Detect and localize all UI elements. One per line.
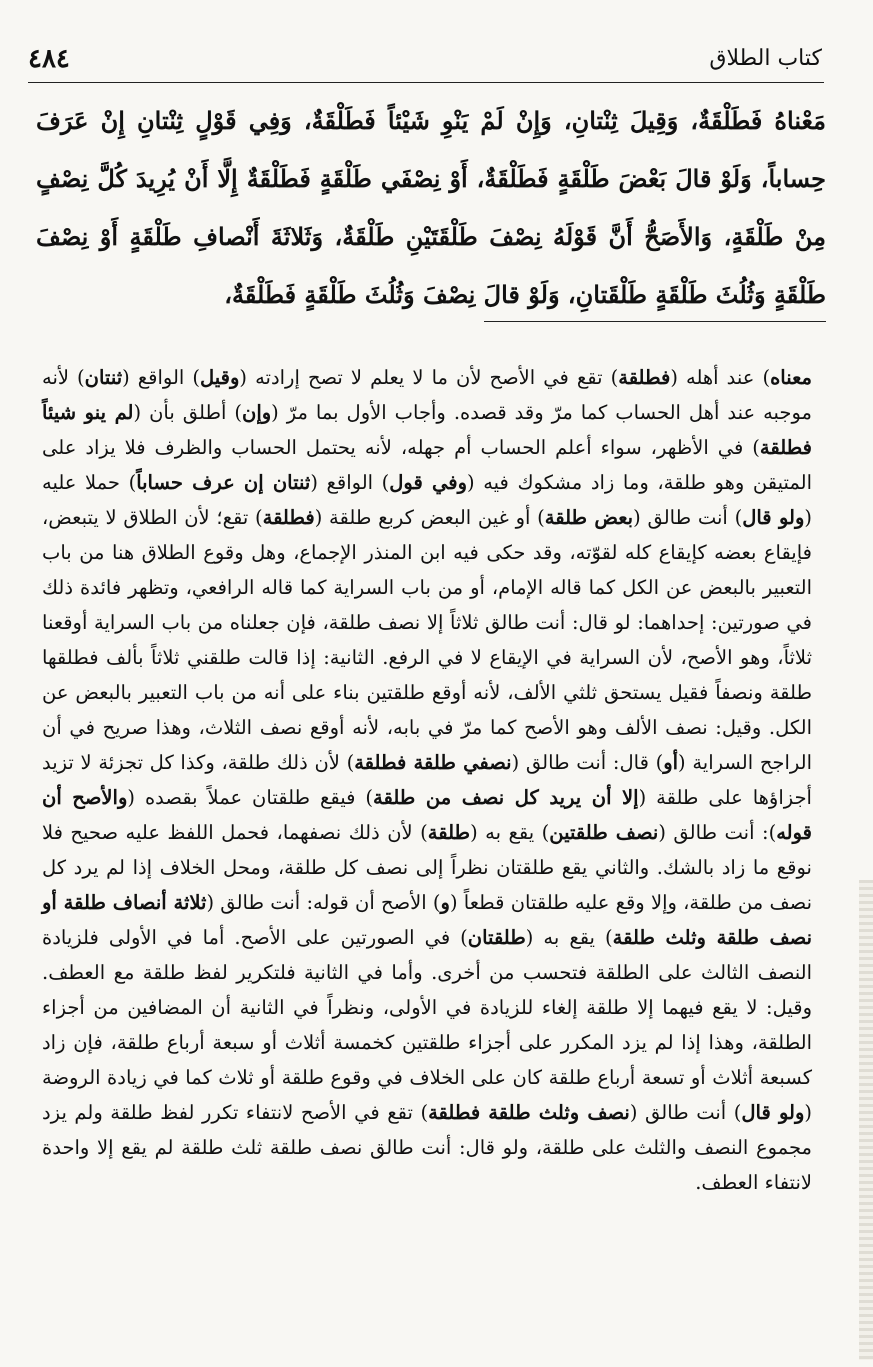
quoted-matn: بعض طلقة bbox=[544, 506, 634, 529]
quoted-matn: معناه bbox=[770, 366, 812, 389]
page-edge-decoration bbox=[859, 880, 873, 1360]
commentary-text: ) الأصح أن قوله: أنت طالق ( bbox=[206, 891, 441, 914]
quoted-matn: والأصح أن قوله bbox=[42, 786, 812, 844]
quoted-matn: طلقتان bbox=[467, 926, 526, 949]
quoted-matn: و bbox=[440, 891, 450, 914]
commentary-text: ) في الأظهر، سواء أعلم الحساب أم جهله، لأنه يحتمل الحساب والظرف فلا يزاد على المتيقن وهو طلقة، وما زاد مشكوك فيه ( bbox=[42, 436, 812, 494]
quoted-matn: نصف وثلث طلقة فطلقة bbox=[428, 1101, 630, 1124]
quoted-matn: طلقة bbox=[427, 821, 471, 844]
page-header bbox=[28, 42, 824, 83]
matn-line: مَعْناهُ فَطَلْقَةٌ، وَقِيلَ ثِنْتانِ، وَإِنْ لَمْ يَنْوِ شَيْئاً فَطَلْقَةٌ، وَفِي قَوْلٍ ثِنْتانِ إِنْ عَرَفَ حِساباً، bbox=[36, 106, 826, 193]
quoted-matn: ثنتان bbox=[84, 366, 123, 389]
commentary-text: ) أنت طالق ( bbox=[633, 506, 743, 529]
quoted-matn: إلا أن يريد كل نصف من طلقة bbox=[373, 786, 639, 809]
quoted-matn: نصفي طلقة فطلقة bbox=[354, 751, 512, 774]
commentary-text: ) في الصورتين على الأصح. أما في الأولى فلزيادة النصف الثالث على الطلقة فتحسب من أخرى. وأما في الثانية فلتكرير لفظ طلقة مع العطف. وقيل: لا يقع فيهما إلا طلقة إلغاء للزيادة في الأولى، ونظراً في الثانية أن المضافين من أجزاء الطلقة، وهذا إذا لم يزد المكرر على أجزاء طلقتين كخمسة أثلاث أو سبعة أرباع طلقة، فإن زاد كسبعة أثلاث أو تسعة أرباع طلقة كان على الخلاف في وقوع طلقة أو ثلاث كما في زيادة الروضة ( bbox=[42, 926, 813, 1124]
commentary-text: ) لأن ذلك نصفهما، فحمل اللفظ عليه صحيح فلا نوقع ما زاد بالشك. والثاني يقع طلقتان نظراً إلى نصف كل طلقة، ومحل الخلاف إذا لم يرد كل نصف من طلقة، وإلا وقع عليه طلقتان قطعاً ( bbox=[42, 821, 813, 914]
commentary-text: ) عند أهله ( bbox=[670, 366, 771, 389]
quoted-matn: وفي قول bbox=[389, 471, 468, 494]
commentary-text: ) يقع به ( bbox=[525, 926, 613, 949]
commentary-text: ) يقع به ( bbox=[470, 821, 550, 844]
commentary-text: ) أو غين البعض كربع طلقة ( bbox=[314, 506, 545, 529]
matn-line: وَلَوْ قالَ بَعْضَ طَلْقَةٍ فَطَلْقَةٌ، أَوْ نِصْفَي طَلْقَةٍ فَطَلْقَةٌ إِلَّا أَنْ يُرِيدَ كُلَّ نِصْفٍ مِنْ طَلْقَةٍ، bbox=[36, 164, 827, 251]
commentary-text: ) تقع؛ لأن الطلاق لا يتبعض، فإيقاع بعضه كإيقاع كله لقوّته، وقد حكى فيه ابن المنذر الإجماع، وهل وقوع الطلاق هنا من باب التعبير بالبعض عن الكل كما قاله الإمام، أو من باب السراية كما قاله الرافعي، وتظهر فائدة ذلك في صورتين: إحداهما: لو قال: أنت طالق ثلاثاً إلا نصف طلقة، فإن جعلناه من باب السراية أوقعنا ثلاثاً، وهو الأصح، لأن السراية في الإيقاع لا في الرفع. الثانية: إذا قالت طلقني ثلاثاً بألف فطلقها طلقة ونصفاً فقيل يستحق ثلثي الألف، لأنه أوقع طلقتين بناء على أنه من باب التعبير بالبعض عن الكل. وقيل: نصف الألف وهو الأصح كما مرّ في بابه، لأنه أوقع نصف الثلاث، وهذا صريح في أن الراجح السراية ( bbox=[42, 506, 812, 774]
commentary-text: ) لأنه موجبه عند أهل الحساب كما مرّ وقد قصده. وأجاب الأول بما مرّ ( bbox=[42, 366, 813, 424]
quoted-matn: فطلقة bbox=[618, 366, 671, 389]
sharh-text bbox=[42, 360, 812, 1200]
quoted-matn: لم ينو شيئاً فطلقة bbox=[42, 401, 812, 459]
quoted-matn: وإن bbox=[242, 401, 272, 424]
commentary-text: ) أطلق بأن ( bbox=[133, 401, 242, 424]
matn-text bbox=[36, 92, 826, 324]
commentary-text: ): أنت طالق ( bbox=[658, 821, 777, 844]
quoted-matn: فطلقة bbox=[262, 506, 315, 529]
page-number: ٤٨٤ bbox=[28, 44, 70, 74]
quoted-matn: ولو قال bbox=[742, 506, 805, 529]
quoted-matn: وقيل bbox=[200, 366, 240, 389]
commentary-text: ) لأن ذلك طلقة، وكذا كل تجزئة لا تزيد أجزاؤها على طلقة ( bbox=[42, 751, 812, 809]
commentary-text: ) فيقع طلقتان عملاً بقصده ( bbox=[127, 786, 374, 809]
commentary-text: ) قال: أنت طالق ( bbox=[511, 751, 664, 774]
commentary-text: ) الواقع ( bbox=[310, 471, 390, 494]
commentary-text: ) تقع في الأصح لأن ما لا يعلم لا تصح إرادته ( bbox=[239, 366, 619, 389]
quoted-matn: نصف طلقتين bbox=[549, 821, 659, 844]
matn-line: وَالأَصَحُّ أَنَّ قَوْلَهُ نِصْفَ طَلْقَتَيْنِ طَلْقَةٌ، وَثَلاثَةَ أَنْصافِ طَلْقَةٍ أَوْ نِصْفَ طَلْقَةٍ وَثُلُثَ طَلْقَةٍ bbox=[36, 222, 826, 309]
quoted-matn: ثنتان إن عرف حساباً bbox=[136, 471, 311, 494]
matn-divider bbox=[484, 321, 826, 322]
quoted-matn: ولو قال bbox=[741, 1101, 805, 1124]
quoted-matn: ثلاثة أنصاف طلقة أو نصف طلقة وثلث طلقة bbox=[42, 891, 813, 949]
matn-line: طَلْقَتانِ، وَلَوْ قالَ نِصْفَ وَثُلُثَ طَلْقَةٍ فَطَلْقَةٌ، bbox=[224, 280, 648, 309]
commentary-text: ) تقع في الأصح لانتفاء تكرر لفظ طلقة ولم يزد مجموع النصف والثلث على طلقة، ولو قال: أنت طالق نصف طلقة ثلث طلقة لم يقع إلا واحدة لانتفاء العطف. bbox=[42, 1101, 812, 1194]
commentary-text: ) أنت طالق ( bbox=[629, 1101, 742, 1124]
quoted-matn: أو bbox=[663, 751, 679, 774]
commentary-text: ) حملا عليه ( bbox=[42, 471, 812, 529]
commentary-text: ) الواقع ( bbox=[122, 366, 201, 389]
book-title: كتاب الطلاق bbox=[709, 46, 822, 71]
